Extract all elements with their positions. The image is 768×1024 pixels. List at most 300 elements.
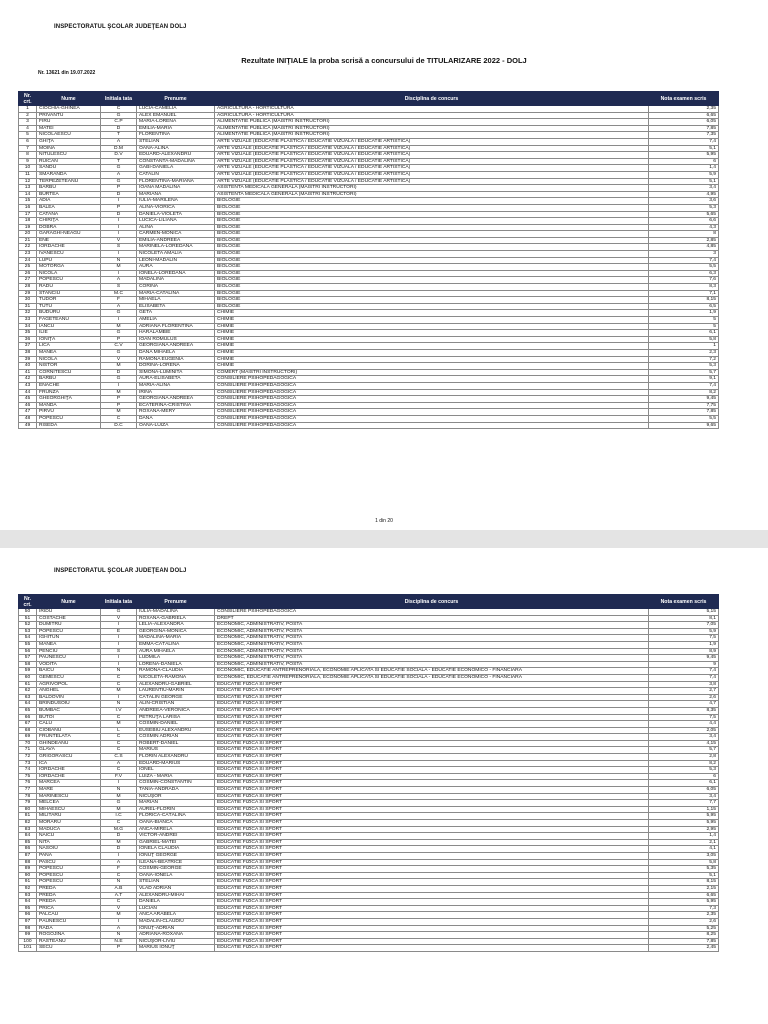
cell-nota: 5,5 <box>649 415 719 422</box>
cell-prenume: ALEXANDRU-MIHAI <box>137 892 215 899</box>
cell-disciplina: EDUCATIE FIZICA SI SPORT <box>215 740 649 747</box>
cell-initiala: P <box>101 945 137 952</box>
cell-nr: 55 <box>19 641 37 648</box>
table-row <box>19 336 719 343</box>
cell-nota: 2,95 <box>649 826 719 833</box>
cell-disciplina: BIOLOGIE <box>215 284 649 291</box>
table-row <box>19 912 719 919</box>
cell-prenume: EMILIA-ANDREEA <box>137 237 215 244</box>
cell-initiala: I <box>101 622 137 629</box>
cell-initiala: I.V <box>101 707 137 714</box>
cell-initiala: M.G <box>101 826 137 833</box>
cell-nr: 96 <box>19 912 37 919</box>
cell-disciplina: EDUCATIE FIZICA SI SPORT <box>215 806 649 813</box>
cell-disciplina: EDUCATIE FIZICA SI SPORT <box>215 773 649 780</box>
cell-disciplina: ASISTENTA MEDICALA GENERALA (MAISTRI INSTRUCTORI) <box>215 191 649 198</box>
cell-initiala: M <box>101 264 137 271</box>
cell-disciplina: EDUCATIE FIZICA SI SPORT <box>215 747 649 754</box>
cell-nume: PREDA <box>37 892 101 899</box>
header-nr: Nr. crt. <box>19 595 37 609</box>
cell-nota: 5,95 <box>649 152 719 159</box>
cell-nr: 43 <box>19 382 37 389</box>
cell-initiala: V <box>101 905 137 912</box>
cell-disciplina: CHIMIE <box>215 330 649 337</box>
cell-prenume: IONEL <box>137 767 215 774</box>
table-header-row <box>19 92 719 106</box>
cell-prenume: MARIANA <box>137 191 215 198</box>
page-number: 1 din 20 <box>375 518 393 524</box>
cell-prenume: ALIN-CRISTIAN <box>137 701 215 708</box>
cell-prenume: ALINA <box>137 224 215 231</box>
cell-disciplina: ECONOMIC, ADMINISTRATIV, POSTA <box>215 641 649 648</box>
cell-nota: 2,7 <box>649 688 719 695</box>
cell-disciplina: EDUCATIE FIZICA SI SPORT <box>215 892 649 899</box>
cell-nota: 7,4 <box>649 668 719 675</box>
cell-prenume: DANA <box>137 415 215 422</box>
cell-initiala: S <box>101 648 137 655</box>
results-table <box>18 91 719 429</box>
cell-nota: 9,45 <box>649 655 719 662</box>
cell-initiala: N <box>101 879 137 886</box>
cell-nr: 23 <box>19 251 37 258</box>
cell-prenume: NICOLETA AMALIA <box>137 251 215 258</box>
cell-prenume: EDUARD-MARIUS <box>137 760 215 767</box>
cell-nr: 101 <box>19 945 37 952</box>
cell-prenume: LUDMILA <box>137 655 215 662</box>
cell-initiala: N.E <box>101 938 137 945</box>
cell-nume: PENCIU <box>37 648 101 655</box>
cell-prenume: FLORICA-CĂTĂLINA <box>137 813 215 820</box>
cell-initiala: P <box>101 336 137 343</box>
cell-initiala: N <box>101 668 137 675</box>
cell-nr: 29 <box>19 290 37 297</box>
registration-number: Nr. 13621 din 19.07.2022 <box>38 70 96 76</box>
cell-nr: 13 <box>19 185 37 192</box>
table-row <box>19 780 719 787</box>
cell-nota: 7,4 <box>649 382 719 389</box>
cell-disciplina: BIOLOGIE <box>215 270 649 277</box>
cell-nume: MIHAESCU <box>37 806 101 813</box>
cell-nota: 6,65 <box>649 892 719 899</box>
cell-initiala: D <box>101 191 137 198</box>
institution-header: INSPECTORATUL ŞCOLAR JUDEŢEAN DOLJ <box>54 24 187 30</box>
cell-initiala: I <box>101 198 137 205</box>
cell-prenume: CONSTANTA-MADALINA <box>137 158 215 165</box>
cell-nr: 72 <box>19 754 37 761</box>
cell-prenume: AUREL-FLORIN <box>137 806 215 813</box>
cell-disciplina: EDUCATIE FIZICA SI SPORT <box>215 760 649 767</box>
header-disciplina: Disciplina de concurs <box>215 92 649 106</box>
cell-nota: 4,15 <box>649 740 719 747</box>
cell-nr: 84 <box>19 833 37 840</box>
table-row <box>19 846 719 853</box>
cell-disciplina: ARTE VIZUALE (EDUCATIE PLASTICA / EDUCATIE VIZUALA / EDUCATIE ARTISTICA) <box>215 178 649 185</box>
table-row <box>19 106 719 113</box>
cell-disciplina: BIOLOGIE <box>215 277 649 284</box>
cell-nota: 8,3 <box>649 284 719 291</box>
table-row <box>19 317 719 324</box>
cell-nume: FRUNTELATĂ <box>37 734 101 741</box>
cell-prenume: LELIA-ALEXANDRA <box>137 622 215 629</box>
cell-nume: MARE <box>37 787 101 794</box>
cell-nr: 48 <box>19 415 37 422</box>
cell-disciplina: CONSILIERE PSIHOPEDAGOGICA <box>215 409 649 416</box>
cell-nota: 8,15 <box>649 297 719 304</box>
cell-initiala: G <box>101 165 137 172</box>
cell-disciplina: EDUCATIE FIZICA SI SPORT <box>215 813 649 820</box>
cell-disciplina: CHIMIE <box>215 310 649 317</box>
cell-nume: GHIŢĂ <box>37 138 101 145</box>
cell-nota: 3,8 <box>649 681 719 688</box>
table-row <box>19 872 719 879</box>
table-row <box>19 754 719 761</box>
cell-initiala: M <box>101 688 137 695</box>
cell-nr: 15 <box>19 198 37 205</box>
cell-prenume: GEORGIANA ANDREEA <box>137 396 215 403</box>
cell-nota: 7,5 <box>649 714 719 721</box>
table-row <box>19 284 719 291</box>
cell-nr: 81 <box>19 813 37 820</box>
cell-disciplina: ALIMENTATIE PUBLICA (MAISTRI INSTRUCTORI) <box>215 132 649 139</box>
cell-initiala: A <box>101 171 137 178</box>
cell-nume: SANDU <box>37 165 101 172</box>
cell-nota: 8,35 <box>649 707 719 714</box>
cell-prenume: IULIA-MADALINA <box>137 609 215 616</box>
table-row <box>19 237 719 244</box>
cell-initiala: I <box>101 694 137 701</box>
cell-disciplina: EDUCATIE FIZICA SI SPORT <box>215 945 649 952</box>
cell-prenume: SIMONA-LUMINITA <box>137 369 215 376</box>
cell-prenume: CATALIN <box>137 171 215 178</box>
cell-nr: 83 <box>19 826 37 833</box>
cell-nota: 5,9 <box>649 171 719 178</box>
cell-nr: 60 <box>19 674 37 681</box>
cell-prenume: EMMA-CĂTĂLINA <box>137 641 215 648</box>
table-row <box>19 257 719 264</box>
cell-disciplina: BIOLOGIE <box>215 257 649 264</box>
cell-nr: 3 <box>19 119 37 126</box>
table-row <box>19 382 719 389</box>
cell-disciplina: EDUCATIE FIZICA SI SPORT <box>215 826 649 833</box>
cell-disciplina: CHIMIE <box>215 317 649 324</box>
cell-nota: 8 <box>649 231 719 238</box>
cell-disciplina: BIOLOGIE <box>215 237 649 244</box>
cell-initiala: D <box>101 211 137 218</box>
cell-initiala: I <box>101 382 137 389</box>
cell-nota: 4,4 <box>649 721 719 728</box>
cell-nume: RADU <box>37 284 101 291</box>
cell-prenume: NICOLETA-RAMONA <box>137 674 215 681</box>
results-table <box>18 594 719 952</box>
cell-nume: MILITARU <box>37 813 101 820</box>
cell-disciplina: ECONOMIC, ADMINISTRATIV, POSTA <box>215 648 649 655</box>
cell-nota: 5,95 <box>649 820 719 827</box>
cell-nume: BARBU <box>37 185 101 192</box>
cell-disciplina: EDUCATIE FIZICA SI SPORT <box>215 800 649 807</box>
table-row <box>19 932 719 939</box>
cell-prenume: ADRIANA FLORENTINA <box>137 323 215 330</box>
cell-nota: 9,65 <box>649 422 719 429</box>
table-row <box>19 615 719 622</box>
cell-nr: 78 <box>19 793 37 800</box>
cell-prenume: OANA-LUIZA <box>137 422 215 429</box>
cell-nume: CIOBANU <box>37 727 101 734</box>
cell-nume: PALCAU <box>37 912 101 919</box>
cell-prenume: EDUARD-ALEXANDRU <box>137 152 215 159</box>
cell-disciplina: EDUCATIE FIZICA SI SPORT <box>215 918 649 925</box>
cell-nume: MĂDUCA <box>37 826 101 833</box>
cell-disciplina: BIOLOGIE <box>215 297 649 304</box>
cell-prenume: LEONI-MĂDĂLIN <box>137 257 215 264</box>
cell-nume: PĂUNESCU <box>37 918 101 925</box>
cell-nota: 7,4 <box>649 674 719 681</box>
header-initiala: Initiala tata <box>101 92 137 106</box>
cell-initiala: S <box>101 244 137 251</box>
cell-nr: 80 <box>19 806 37 813</box>
cell-initiala: A <box>101 138 137 145</box>
cell-nr: 22 <box>19 244 37 251</box>
cell-nota: 7,4 <box>649 138 719 145</box>
cell-nr: 58 <box>19 661 37 668</box>
table-row <box>19 800 719 807</box>
cell-disciplina: CHIMIE <box>215 349 649 356</box>
cell-nota: 7,85 <box>649 409 719 416</box>
cell-initiala: F.V <box>101 773 137 780</box>
table-row <box>19 112 719 119</box>
table-row <box>19 165 719 172</box>
cell-nume: MORARU <box>37 820 101 827</box>
table-row <box>19 251 719 258</box>
header-disciplina: Disciplina de concurs <box>215 595 649 609</box>
table-row <box>19 343 719 350</box>
table-row <box>19 363 719 370</box>
cell-nota: 4,85 <box>649 244 719 251</box>
cell-initiala: C <box>101 681 137 688</box>
table-row <box>19 839 719 846</box>
cell-nume: IORDACHE <box>37 767 101 774</box>
cell-nr: 25 <box>19 264 37 271</box>
cell-nota: 1,15 <box>649 806 719 813</box>
cell-nr: 26 <box>19 270 37 277</box>
cell-initiala: I.C <box>101 813 137 820</box>
cell-disciplina: ASISTENTA MEDICALA GENERALA (MAISTRI INSTRUCTORI) <box>215 185 649 192</box>
cell-initiala: I <box>101 918 137 925</box>
cell-nume: IRIDU <box>37 609 101 616</box>
table-row <box>19 152 719 159</box>
cell-nota: 1,9 <box>649 310 719 317</box>
cell-nr: 45 <box>19 396 37 403</box>
cell-initiala: M <box>101 806 137 813</box>
cell-initiala: D.M <box>101 145 137 152</box>
cell-disciplina: EDUCATIE FIZICA SI SPORT <box>215 872 649 879</box>
cell-nota: 2,6 <box>649 694 719 701</box>
cell-nr: 61 <box>19 681 37 688</box>
cell-prenume: TANIA-ANDRADA <box>137 787 215 794</box>
cell-initiala: G <box>101 349 137 356</box>
table-row <box>19 714 719 721</box>
cell-initiala: P <box>101 402 137 409</box>
cell-nume: DUMITRU <box>37 622 101 629</box>
cell-nume: BUDURU <box>37 310 101 317</box>
table-row <box>19 330 719 337</box>
table-row <box>19 402 719 409</box>
cell-nota: 2,35 <box>649 106 719 113</box>
table-row <box>19 204 719 211</box>
cell-disciplina: BIOLOGIE <box>215 211 649 218</box>
cell-nr: 18 <box>19 218 37 225</box>
cell-nume: LUPU <box>37 257 101 264</box>
cell-nota: 1,4 <box>649 833 719 840</box>
cell-nume: RISEDA <box>37 422 101 429</box>
cell-initiala: I <box>101 641 137 648</box>
cell-initiala: D.V <box>101 152 137 159</box>
table-row <box>19 813 719 820</box>
cell-initiala: A <box>101 760 137 767</box>
table-row <box>19 655 719 662</box>
cell-prenume: DANIELA-VIOLETA <box>137 211 215 218</box>
cell-nota: 2,1 <box>649 839 719 846</box>
cell-disciplina: CHIMIE <box>215 323 649 330</box>
cell-nume: PAUNESCU <box>37 655 101 662</box>
cell-nume: FIRU <box>37 119 101 126</box>
cell-nr: 37 <box>19 343 37 350</box>
cell-nota: 5,1 <box>649 178 719 185</box>
cell-nr: 30 <box>19 297 37 304</box>
cell-prenume: CORINA <box>137 284 215 291</box>
cell-disciplina: CONSILIERE PSIHOPEDAGOGICA <box>215 382 649 389</box>
cell-disciplina: BIOLOGIE <box>215 303 649 310</box>
cell-nr: 54 <box>19 635 37 642</box>
cell-nume: BURTEA <box>37 191 101 198</box>
cell-nume: MARINESCU <box>37 793 101 800</box>
cell-nota: 2,3 <box>649 349 719 356</box>
cell-nota: 5,95 <box>649 813 719 820</box>
cell-nota: 3 <box>649 251 719 258</box>
cell-nume: PIRVU <box>37 409 101 416</box>
table-row <box>19 866 719 873</box>
cell-initiala: C <box>101 872 137 879</box>
cell-initiala: G <box>101 310 137 317</box>
cell-nr: 39 <box>19 356 37 363</box>
cell-nume: POPESCU <box>37 879 101 886</box>
cell-nota: 7,4 <box>649 257 719 264</box>
cell-disciplina: CONSILIERE PSIHOPEDAGOGICA <box>215 609 649 616</box>
cell-nume: MATEI <box>37 125 101 132</box>
table-row <box>19 767 719 774</box>
cell-prenume: COSMIN-GEORGE <box>137 866 215 873</box>
cell-nota: 8,25 <box>649 932 719 939</box>
cell-nota: 6,3 <box>649 270 719 277</box>
cell-nume: GEMESCU <box>37 674 101 681</box>
cell-nume: MANEA <box>37 349 101 356</box>
cell-nr: 27 <box>19 277 37 284</box>
cell-nume: ICĂ <box>37 760 101 767</box>
cell-disciplina: EDUCATIE FIZICA SI SPORT <box>215 905 649 912</box>
cell-nr: 95 <box>19 905 37 912</box>
cell-nr: 71 <box>19 747 37 754</box>
header-nr: Nr. crt. <box>19 92 37 106</box>
table-row <box>19 185 719 192</box>
cell-initiala: I <box>101 317 137 324</box>
table-body-page-2 <box>19 609 719 952</box>
table-row <box>19 119 719 126</box>
cell-disciplina: ARTE VIZUALE (EDUCATIE PLASTICA / EDUCATIE VIZUALA / EDUCATIE ARTISTICA) <box>215 152 649 159</box>
cell-prenume: VICTOR-ANDREI <box>137 833 215 840</box>
cell-nr: 76 <box>19 780 37 787</box>
cell-initiala: D <box>101 833 137 840</box>
cell-prenume: HARALAMBIE <box>137 330 215 337</box>
cell-nota: 7,35 <box>649 132 719 139</box>
cell-nr: 56 <box>19 648 37 655</box>
cell-nr: 46 <box>19 402 37 409</box>
cell-nume: FRUNZĂ <box>37 389 101 396</box>
cell-disciplina: CHIMIE <box>215 343 649 350</box>
cell-initiala: C <box>101 740 137 747</box>
cell-nr: 41 <box>19 369 37 376</box>
cell-prenume: ADRIANA-ROXANA <box>137 932 215 939</box>
cell-nr: 94 <box>19 899 37 906</box>
cell-nota: 5,25 <box>649 925 719 932</box>
cell-prenume: FLORENTINA-MARIANA <box>137 178 215 185</box>
cell-initiala: T <box>101 158 137 165</box>
cell-nr: 85 <box>19 839 37 846</box>
cell-nr: 98 <box>19 925 37 932</box>
cell-nr: 9 <box>19 158 37 165</box>
table-row <box>19 641 719 648</box>
cell-nume: ADIA <box>37 198 101 205</box>
cell-nume: ROGOJINĂ <box>37 932 101 939</box>
cell-nota: 7,7 <box>649 800 719 807</box>
cell-disciplina: CONSILIERE PSIHOPEDAGOGICA <box>215 376 649 383</box>
table-row <box>19 694 719 701</box>
cell-nr: 1 <box>19 106 37 113</box>
table-row <box>19 661 719 668</box>
cell-prenume: IONELA CLAUDIA <box>137 846 215 853</box>
cell-nota: 5 <box>649 323 719 330</box>
table-row <box>19 310 719 317</box>
cell-disciplina: EDUCATIE FIZICA SI SPORT <box>215 885 649 892</box>
cell-nota: 7,75 <box>649 402 719 409</box>
header-nume: Nume <box>37 92 101 106</box>
cell-disciplina: EDUCATIE FIZICA SI SPORT <box>215 846 649 853</box>
table-row <box>19 773 719 780</box>
cell-initiala: F <box>101 297 137 304</box>
cell-prenume: PETRUŢA LARISA <box>137 714 215 721</box>
table-row <box>19 740 719 747</box>
cell-prenume: GABI-DANIELA <box>137 165 215 172</box>
cell-nota: 6 <box>649 158 719 165</box>
cell-initiala: C.V <box>101 343 137 350</box>
cell-initiala: C <box>101 415 137 422</box>
cell-prenume: LUCICA-LILIANA <box>137 218 215 225</box>
cell-nota: 3,4 <box>649 793 719 800</box>
cell-nota: 5,8 <box>649 336 719 343</box>
cell-nota: 1 <box>649 343 719 350</box>
cell-nume: AGRIVOPOL <box>37 681 101 688</box>
cell-initiala: P <box>101 204 137 211</box>
table-row <box>19 674 719 681</box>
table-row <box>19 178 719 185</box>
cell-initiala: I <box>101 661 137 668</box>
cell-nume: IVANESCU <box>37 251 101 258</box>
cell-initiala: L <box>101 727 137 734</box>
cell-nume: PANĂ <box>37 852 101 859</box>
table-row <box>19 885 719 892</box>
cell-nume: CHIRIŢĂ <box>37 218 101 225</box>
cell-prenume: DORINA-LORENA <box>137 363 215 370</box>
table-row <box>19 707 719 714</box>
cell-disciplina: ARTE VIZUALE (EDUCATIE PLASTICA / EDUCATIE VIZUALA / EDUCATIE ARTISTICA) <box>215 158 649 165</box>
